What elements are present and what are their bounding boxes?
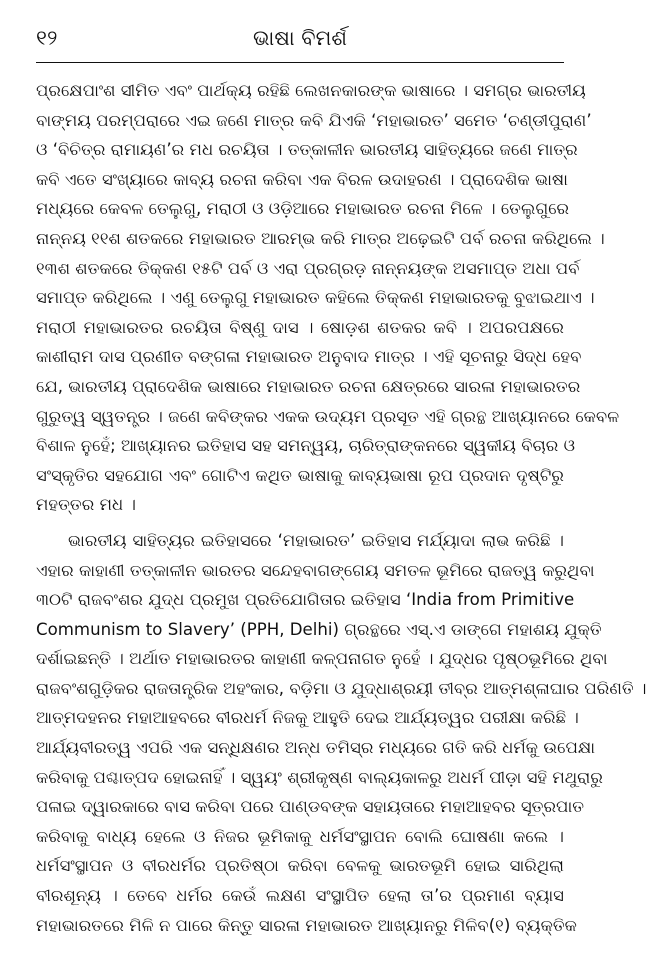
text-line: ଆର୍ଯ୍ୟବୀରତ୍ୱ ଏପରି ଏକ ସନ୍ଧିକ୍ଷଣର ଅନ୍ଧ ତମିସ୍ର ମଧ୍ୟରେ ଗତି କରି ଧର୍ମକୁ ଉପେକ୍ଷା	[36, 738, 596, 758]
text-line: ସଂସ୍କୃତିର ସହଯୋଗ ଏବଂ ଗୋଟିଏ କଥିତ ଭାଷାକୁ କାବ୍ୟଭାଷା ରୂପ ପ୍ରଦାନ ଦୃଷ୍ଟିରୁ	[36, 465, 564, 485]
text-line: କରିବାକୁ ବାଧ୍ୟ ହେଲେ ଓ ନିଜର ଭୂମିକାକୁ ଧର୍ମସଂସ୍ଥାପନ ବୋଲି ଘୋଷଣା କଲେ ।	[36, 826, 564, 846]
text-line: ରାଜବଂଶଗୁଡ଼ିକର ରାଜତାନ୍ତ୍ରିକ ଅହଂକାର, ବଡ଼ିମା ଓ ଯୁଦ୍ଧାଶ୍ରୟୀ ତୀବ୍ର ଆତ୍ମଶ୍ଳାଘାର ପରିଣତି ।	[36, 678, 646, 698]
text-line: ଏହାର କାହାଣୀ ତତ୍‌କାଳୀନ ଭାରତର ସନ୍ଦେହବାଗଙ୍ଗେୟ ସମତଳ ଭୂମିରେ ରାଜତ୍ୱ କରୁଥିବା	[36, 560, 595, 580]
text-line: ଗୁରୁତ୍ୱ ସ୍ୱତନ୍ତ୍ର । ଜଣେ କବିଙ୍କର ଏକକ ଉଦ୍ୟମ ପ୍ରସୂତ ଏହି ଗ୍ରନ୍ଥ ଆଖ୍ୟାନରେ କେବଳ	[36, 406, 620, 426]
text-line: Communism to Slavery’ (PPH, Delhi) ଗ୍ରନ୍ଥରେ ଏସ୍.ଏ ଡାଙ୍ଗେ ମହାଶୟ ଯୁକ୍ତି	[36, 619, 602, 639]
text-line: ନାନ୍ନୟ ୧୧ଶ ଶତକରେ ମହାଭାରତ ଆରମ୍ଭ କରି ମାତ୍ର ଅଢ଼େଇଟି ପର୍ବ ରଚନା କରିଥିଲେ ।	[36, 228, 605, 248]
running-title: ଭାଷା ବିମର୍ଶ	[253, 26, 347, 50]
text-line: କରିବାକୁ ପଶ୍ଚାତ୍‌ପଦ ହୋଇନାହିଁ । ସ୍ୱୟଂ ଶ୍ରୀକୃଷ୍ଣ ବାଲ୍ୟକାଳରୁ ଅଧର୍ମ ପୀଡ଼ା ସହି ମଥୁରାରୁ	[36, 767, 603, 787]
text-line: ଆତ୍ମଦହନର ମହାଆହବରେ ବୀରଧର୍ମ ନିଜକୁ ଆହୁତି ଦେଇ ଆର୍ଯ୍ୟତ୍ୱର ପରୀକ୍ଷା କରିଛି ।	[36, 708, 579, 728]
text-line: ବିଶାଳ ନୁହେଁ; ଆଖ୍ୟାନର ଇତିହାସ ସହ ସମନ୍ୱୟ, ଚାରିତ୍ରାଙ୍କନରେ ସ୍ୱକୀୟ ବିଚାର ଓ	[36, 436, 576, 456]
page-header	[36, 26, 564, 60]
text-line: କାଶୀରାମ ଦାସ ପ୍ରଣୀତ ବଙ୍ଗଳା ମହାଭାରତ ଅନୁବାଦ ମାତ୍ର । ଏହି ସୂଚନାରୁ ସିଦ୍ଧ ହେବ	[36, 347, 582, 367]
text-line: ମଧ୍ୟରେ କେବଳ ତେଲୁଗୁ, ମରାଠୀ ଓ ଓଡ଼ିଆରେ ମହାଭାରତ ରଚନା ମିଳେ । ତେଲୁଗୁରେ	[36, 199, 570, 219]
text-line: ପ୍ରକ୍ଷେପାଂଶ ସୀମିତ ଏବଂ ପାର୍ଥକ୍ୟ ରହିଛି ଲେଖନକାରଙ୍କ ଭାଷାରେ । ସମଗ୍ର ଭାରତୀୟ	[36, 81, 586, 100]
text-line: ପଳାଇ ଦ୍ୱାରକାରେ ବାସ କରିବା ପରେ ପାଣ୍ଡବଙ୍କ ସହାୟତାରେ ମହାଆହବର ସୂତ୍ରପାତ	[36, 797, 585, 817]
text-line: ମହତ୍ତର ମଧ ।	[36, 495, 136, 515]
text-line: ୩୦ଟି ରାଜବଂଶର ଯୁଦ୍ଧ ପ୍ରମୁଖ ପ୍ରତିଯୋଗିତାର ଇତିହାସ ‘India from Primitive	[36, 590, 575, 610]
body-text	[36, 76, 646, 940]
paragraph	[36, 526, 646, 940]
text-line: ଯେ, ଭାରତୀୟ ପ୍ରାଦେଶିକ ଭାଷାରେ ମହାଭାରତ ରଚନା କ୍ଷେତ୍ରରେ ସାରଳା ମହାଭାରତର	[36, 376, 581, 396]
text-line: ମହାଭାରତରେ ମିଳି ନ ପାରେ କିନ୍ତୁ ସାରଳା ମହାଭାରତ ଆଖ୍ୟାନରୁ ମିଳିବ(୧) ବ୍ୟକ୍ତିକ	[36, 915, 577, 935]
text-line: ମରାଠୀ ମହାଭାରତର ରଚୟିତା ବିଷ୍ଣୁ ଦାସ । ଷୋଡ଼ଶ ଶତକର କବି । ଅପରପକ୍ଷରେ	[36, 317, 564, 337]
text-line: କବି ଏତେ ସଂଖ୍ୟାରେ କାବ୍ୟ ରଚନା କରିବା ଏକ ବିରଳ ଉଦାହରଣ । ପ୍ରାଦେଶିକ ଭାଷା	[36, 169, 568, 189]
page-number: ୧୨	[36, 26, 58, 50]
text-line: ଓ ‘ବିଚିତ୍ର ରାମାୟଣ’ର ମଧ ରଚୟିତା । ତତ୍‌କାଳୀନ ଭାରତୀୟ ସାହିତ୍ୟରେ ଜଣେ ମାତ୍ର	[36, 140, 578, 160]
paragraph	[36, 76, 620, 520]
text-line: ବାଙ୍ମୟ ପରମ୍ପରାରେ ଏଇ ଜଣେ ମାତ୍ର କବି ଯିଏକି ‘ମହାଭାରତ’ ସମେତ ‘ଚଣ୍ଡୀପୁରାଣ’	[36, 110, 592, 130]
text-line: ସମାପ୍ତ କରିଥିଲେ । ଏଣୁ ତେଲୁଗୁ ମହାଭାରତ କହିଲେ ତିକ୍‌କଣ ମହାଭାରତକୁ ବୁଝାଇଥାଏ ।	[36, 288, 595, 308]
text-line: ଦର୍ଶାଇଛନ୍ତି । ଅର୍ଥାତ ମହାଭାରତର କାହାଣୀ କଳ୍ପନାଗତ ନୁହେଁ । ଯୁଦ୍ଧର ପୃଷ୍ଠଭୂମିରେ ଥିବା	[36, 649, 608, 669]
text-line: ଭାରତୀୟ ସାହିତ୍ୟର ଇତିହାସରେ ‘ମହାଭାରତ’ ଇତିହାସ ମର୍ଯ୍ୟାଦା ଲାଭ କରିଛି ।	[68, 530, 564, 550]
text-line: ବୀରଶୂନ୍ୟ । ତେବେ ଧର୍ମର କେଉଁ ଲକ୍ଷଣ ସଂସ୍ଥାପିତ ହେଲା ତା’ର ପ୍ରମାଣ ବ୍ୟାସ	[36, 886, 564, 906]
header-rule	[36, 62, 564, 63]
text-line: ଧର୍ମସଂସ୍ଥାପନ ଓ ବୀରଧର୍ମର ପ୍ରତିଷ୍ଠା କରିବା ବେଳକୁ ଭାରତଭୂମି ହୋଇ ସାରିଥିଲା	[36, 856, 564, 876]
text-line: ୧୩ଶ ଶତକରେ ତିକ୍‌କଣ ୧୫ଟି ପର୍ବ ଓ ଏରା ପ୍ରଗ୍ରଡ଼ ନାନ୍ନୟଙ୍କ ଅସମାପ୍ତ ଅଧା ପର୍ବ	[36, 258, 580, 278]
